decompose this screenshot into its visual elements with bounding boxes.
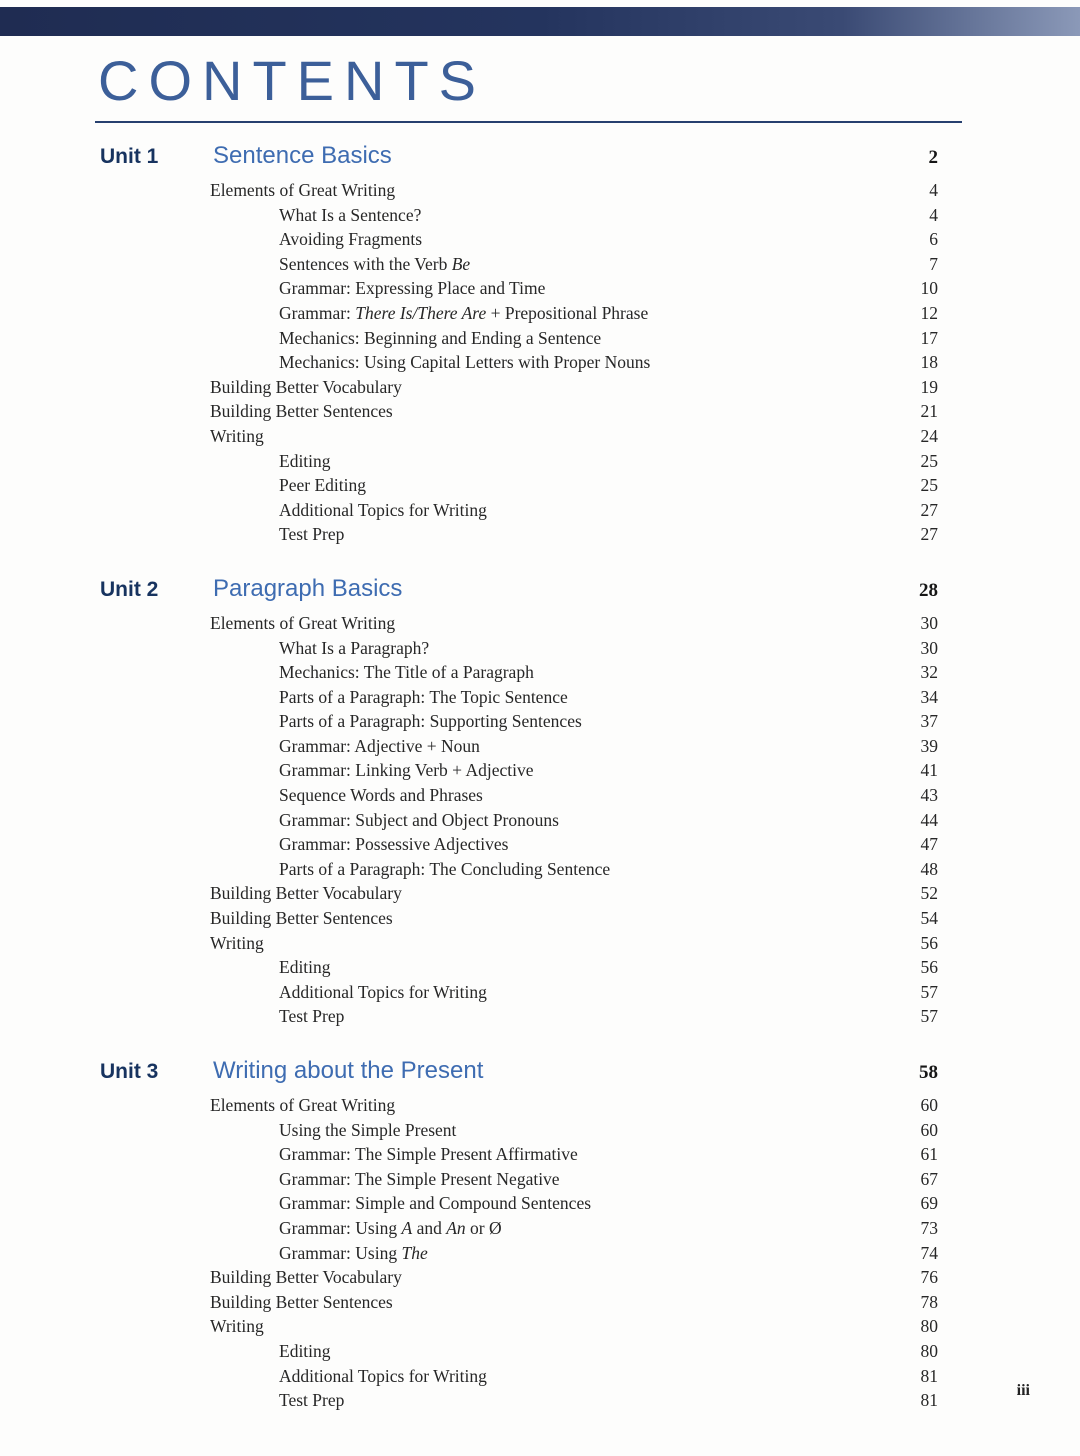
toc-entry-run: Building Better Sentences xyxy=(210,908,393,929)
toc-entry-run: Grammar: The Simple Present Negative xyxy=(279,1168,560,1189)
toc-entry-text xyxy=(100,1118,898,1143)
toc-entry-run: The xyxy=(401,1242,428,1263)
toc-entry xyxy=(100,1004,938,1029)
toc-entry-text xyxy=(100,1314,898,1339)
toc-entry-run: Grammar: The Simple Present Affirmative xyxy=(279,1144,578,1165)
toc-entry-page: 56 xyxy=(920,957,938,978)
toc-entry-text xyxy=(100,203,898,228)
toc-entry-page: 24 xyxy=(920,425,938,446)
toc-entry-page: 30 xyxy=(920,612,938,633)
toc-entry-text xyxy=(100,1142,898,1167)
toc-entry-text xyxy=(100,636,898,661)
toc-entry-text xyxy=(100,399,898,424)
toc-entry-text xyxy=(100,424,898,449)
toc-entry xyxy=(100,955,938,980)
toc-entry-run: Using the Simple Present xyxy=(279,1119,457,1140)
toc-entry-page: 80 xyxy=(920,1316,938,1337)
toc-entry xyxy=(100,301,938,326)
toc-entry xyxy=(100,1093,938,1118)
toc-entry-page: 44 xyxy=(920,809,938,830)
toc-entry-run: Test Prep xyxy=(279,1006,345,1027)
toc-entry-text xyxy=(100,1167,898,1192)
toc-entry-text xyxy=(100,1265,898,1290)
toc-entry-page: 81 xyxy=(920,1390,938,1411)
toc-entry-run: Sentences with the Verb xyxy=(279,253,452,274)
toc-entry-page: 60 xyxy=(920,1119,938,1140)
toc-entry-text xyxy=(100,709,898,734)
header-bar xyxy=(0,7,1080,36)
toc-entry-run: Test Prep xyxy=(279,524,345,545)
toc-entry-text xyxy=(100,1004,898,1029)
toc-entry-text xyxy=(100,955,898,980)
toc-entry-page: 34 xyxy=(920,686,938,707)
toc-entry-page: 57 xyxy=(920,981,938,1002)
toc-entry-page: 69 xyxy=(920,1193,938,1214)
toc-entry-page: 52 xyxy=(920,883,938,904)
toc-entry-run: Writing xyxy=(210,1316,264,1337)
toc-entry-text xyxy=(100,178,898,203)
toc-entry-run: Writing xyxy=(210,425,264,446)
toc-entry-run: Mechanics: Beginning and Ending a Sentence xyxy=(279,327,602,348)
toc-entry xyxy=(100,1241,938,1266)
toc-entry-run: An xyxy=(446,1217,466,1238)
toc-entry xyxy=(100,685,938,710)
unit-page-number: 58 xyxy=(919,1062,938,1083)
toc-entry-page: 18 xyxy=(920,352,938,373)
toc-entry-run: Building Better Vocabulary xyxy=(210,1267,402,1288)
unit-label: Unit 1 xyxy=(100,145,159,168)
toc-entry xyxy=(100,660,938,685)
toc-entry-page: 56 xyxy=(920,932,938,953)
title-divider xyxy=(95,121,962,123)
toc-entry-text xyxy=(100,758,898,783)
toc-entry-page: 61 xyxy=(920,1144,938,1165)
page-number: iii xyxy=(1016,1382,1030,1399)
toc-entry-text xyxy=(100,1364,898,1389)
unit-heading xyxy=(100,140,938,174)
toc-entry xyxy=(100,276,938,301)
toc-entry-text xyxy=(100,326,898,351)
toc-entry-run: Building Better Sentences xyxy=(210,1291,393,1312)
toc-entry-text xyxy=(100,808,898,833)
toc-entry xyxy=(100,1339,938,1364)
table-of-contents xyxy=(100,140,938,1439)
toc-entry-page: 60 xyxy=(920,1095,938,1115)
toc-entry-run: Editing xyxy=(279,1340,331,1361)
toc-entry xyxy=(100,611,938,636)
toc-entry-run: + Prepositional Phrase xyxy=(486,302,649,323)
toc-entry xyxy=(100,449,938,474)
toc-entry xyxy=(100,1216,938,1241)
toc-entry-run: Mechanics: The Title of a Paragraph xyxy=(279,662,534,683)
toc-entry-run: Writing xyxy=(210,932,264,953)
toc-entry-run: Elements of Great Writing xyxy=(210,1095,396,1115)
toc-entry-page: 6 xyxy=(929,229,938,250)
toc-entry xyxy=(100,326,938,351)
toc-entry-text xyxy=(100,611,898,636)
toc-entry-page: 57 xyxy=(920,1006,938,1027)
toc-entry-page: 78 xyxy=(920,1291,938,1312)
toc-entry-run: A xyxy=(401,1217,413,1238)
toc-entry-page: 67 xyxy=(920,1168,938,1189)
toc-entry-page: 80 xyxy=(920,1340,938,1361)
toc-entry-text xyxy=(100,522,898,547)
toc-entry-run: Grammar: Possessive Adjectives xyxy=(279,834,509,855)
toc-entry xyxy=(100,1118,938,1143)
toc-entry-page: 30 xyxy=(920,637,938,658)
unit-section xyxy=(100,140,938,547)
toc-entry-text xyxy=(100,227,898,252)
toc-entry-run: There Is/There Are xyxy=(355,302,487,323)
toc-entry-page: 25 xyxy=(920,475,938,496)
toc-entry-page: 39 xyxy=(920,735,938,756)
toc-entry xyxy=(100,1167,938,1192)
toc-entry-run: Grammar: Using xyxy=(279,1242,402,1263)
toc-entry xyxy=(100,498,938,523)
toc-entry xyxy=(100,808,938,833)
toc-entry-page: 25 xyxy=(920,450,938,471)
toc-entry-text xyxy=(100,881,898,906)
toc-entry xyxy=(100,252,938,277)
toc-entry xyxy=(100,783,938,808)
toc-entry-run: or Ø xyxy=(465,1217,502,1238)
toc-entry-text xyxy=(100,931,898,956)
unit-label: Unit 3 xyxy=(100,1060,159,1083)
toc-entry xyxy=(100,522,938,547)
toc-entry-page: 47 xyxy=(920,834,938,855)
toc-entry-run: Avoiding Fragments xyxy=(279,229,423,250)
toc-entry xyxy=(100,1265,938,1290)
toc-entry-page: 48 xyxy=(920,858,938,879)
toc-entry-text xyxy=(100,906,898,931)
unit-section xyxy=(100,1055,938,1413)
toc-entry-text xyxy=(100,783,898,808)
toc-entry xyxy=(100,709,938,734)
toc-entry xyxy=(100,1142,938,1167)
page-title: CONTENTS xyxy=(98,49,486,112)
toc-entry xyxy=(100,178,938,203)
toc-entry-run: Be xyxy=(451,253,471,274)
toc-entry-text xyxy=(100,1241,898,1266)
toc-entry-run: What Is a Sentence? xyxy=(279,204,422,225)
toc-entry-run: Parts of a Paragraph: The Topic Sentence xyxy=(279,686,568,707)
toc-entry xyxy=(100,980,938,1005)
toc-entry-text xyxy=(100,660,898,685)
toc-entry-run: Grammar: Expressing Place and Time xyxy=(279,278,546,299)
toc-entry-text xyxy=(100,832,898,857)
toc-entry-text xyxy=(100,473,898,498)
toc-entry-run: Grammar: Subject and Object Pronouns xyxy=(279,809,559,830)
toc-entry-page: 27 xyxy=(920,499,938,520)
toc-entry xyxy=(100,1191,938,1216)
toc-entry xyxy=(100,1290,938,1315)
toc-entry-page: 27 xyxy=(920,524,938,545)
toc-entry-run: Elements of Great Writing xyxy=(210,180,396,200)
toc-entry-run: and xyxy=(412,1217,447,1238)
toc-entry-run: Peer Editing xyxy=(279,475,366,496)
toc-entry-text xyxy=(100,1388,898,1413)
toc-entry-text xyxy=(100,1191,898,1216)
toc-entry xyxy=(100,473,938,498)
toc-entry-run: Parts of a Paragraph: Supporting Sentences xyxy=(279,711,582,732)
unit-heading xyxy=(100,573,938,607)
toc-entry-page: 4 xyxy=(929,180,938,200)
toc-entry-run: Grammar: Adjective + Noun xyxy=(279,735,480,756)
toc-entry-page: 43 xyxy=(920,785,938,806)
toc-entry-text xyxy=(100,498,898,523)
toc-entry-run: Additional Topics for Writing xyxy=(279,499,487,520)
toc-entry-text xyxy=(100,1290,898,1315)
toc-entry xyxy=(100,203,938,228)
toc-entry-run: Editing xyxy=(279,450,331,471)
toc-entry-page: 74 xyxy=(920,1242,938,1263)
toc-entry-page: 21 xyxy=(920,401,938,422)
toc-entry xyxy=(100,1364,938,1389)
toc-entry-text xyxy=(100,980,898,1005)
toc-entry-page: 73 xyxy=(920,1217,938,1238)
toc-entry-text xyxy=(100,301,898,326)
toc-entry xyxy=(100,227,938,252)
toc-entry-text xyxy=(100,449,898,474)
toc-entry-run: Grammar: Using xyxy=(279,1217,402,1238)
toc-entry-page: 76 xyxy=(920,1267,938,1288)
unit-title: Paragraph Basics xyxy=(213,574,403,602)
toc-entry-text xyxy=(100,685,898,710)
toc-entry-text xyxy=(100,276,898,301)
toc-entry-run: Grammar: Linking Verb + Adjective xyxy=(279,760,534,781)
toc-entry xyxy=(100,1388,938,1413)
toc-entry-run: Grammar: xyxy=(279,302,356,323)
toc-entry xyxy=(100,734,938,759)
toc-entry-text xyxy=(100,1093,898,1118)
toc-entry xyxy=(100,758,938,783)
toc-entry-page: 19 xyxy=(920,376,938,397)
toc-entry-run: Editing xyxy=(279,957,331,978)
toc-entry-page: 41 xyxy=(920,760,938,781)
toc-entry-page: 7 xyxy=(929,253,938,274)
toc-entry-run: Test Prep xyxy=(279,1390,345,1411)
toc-entry-text xyxy=(100,1216,898,1241)
toc-entry-page: 54 xyxy=(920,908,938,929)
toc-entry-page: 37 xyxy=(920,711,938,732)
toc-entry-page: 81 xyxy=(920,1365,938,1386)
toc-entry xyxy=(100,1314,938,1339)
toc-entry xyxy=(100,857,938,882)
toc-entry-text xyxy=(100,350,898,375)
toc-entry-run: Mechanics: Using Capital Letters with Proper Nouns xyxy=(279,352,651,373)
toc-entry-run: Grammar: Simple and Compound Sentences xyxy=(279,1193,592,1214)
toc-entry-page: 12 xyxy=(920,302,938,323)
toc-entry-run: Building Better Sentences xyxy=(210,401,393,422)
toc-entry xyxy=(100,636,938,661)
toc-entry-page: 10 xyxy=(920,278,938,299)
unit-section xyxy=(100,573,938,1029)
unit-page-number: 28 xyxy=(919,579,938,601)
unit-title: Writing about the Present xyxy=(213,1057,484,1084)
toc-entry-run: Additional Topics for Writing xyxy=(279,981,487,1002)
toc-entry-run: Elements of Great Writing xyxy=(210,612,396,633)
toc-entry-text xyxy=(100,252,898,277)
toc-entry-run: Building Better Vocabulary xyxy=(210,883,402,904)
unit-title: Sentence Basics xyxy=(213,142,392,169)
toc-entry-text xyxy=(100,857,898,882)
toc-entry-run: Parts of a Paragraph: The Concluding Sentence xyxy=(279,858,611,879)
toc-entry-text xyxy=(100,734,898,759)
toc-entry xyxy=(100,906,938,931)
unit-heading xyxy=(100,1055,938,1089)
unit-label: Unit 2 xyxy=(100,577,159,601)
unit-page-number: 2 xyxy=(928,147,938,168)
toc-entry-page: 4 xyxy=(929,204,938,225)
toc-entry xyxy=(100,350,938,375)
toc-entry-run: Sequence Words and Phrases xyxy=(279,785,483,806)
toc-entry xyxy=(100,832,938,857)
toc-entry xyxy=(100,375,938,400)
toc-entry xyxy=(100,424,938,449)
toc-entry-run: What Is a Paragraph? xyxy=(279,637,430,658)
toc-entry xyxy=(100,881,938,906)
toc-entry xyxy=(100,399,938,424)
toc-entry-page: 32 xyxy=(920,662,938,683)
toc-entry-page: 17 xyxy=(920,327,938,348)
toc-entry-text xyxy=(100,1339,898,1364)
toc-entry-run: Additional Topics for Writing xyxy=(279,1365,487,1386)
toc-entry-run: Building Better Vocabulary xyxy=(210,376,402,397)
toc-entry xyxy=(100,931,938,956)
toc-entry-text xyxy=(100,375,898,400)
